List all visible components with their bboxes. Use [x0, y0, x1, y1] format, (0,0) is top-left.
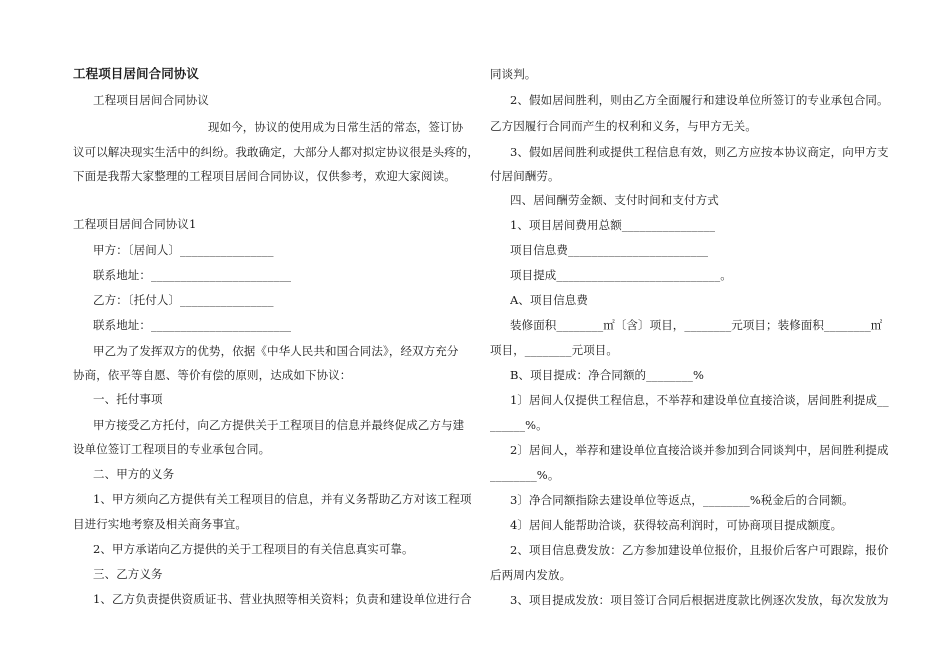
section-heading: 四、居间酬劳金额、支付时间和支付方式: [510, 193, 719, 207]
paragraph-line: 3、项目提成发放：项目签订合同后根据进度款比例逐次发放，每次发放为: [510, 593, 889, 607]
paragraph-line: 同谈判。: [490, 67, 537, 81]
paragraph-line: 付居间酬劳。: [490, 169, 560, 183]
intro-line-2: 议可以解决现实生活中的纠纷。我敢确定，大部分人都对拟定协议很是头疼的，: [73, 145, 479, 159]
paragraph-line: ______%。: [490, 418, 548, 432]
paragraph-line: 1、甲方须向乙方提供有关工程项目的信息，并有义务帮助乙方对该工程项: [93, 492, 472, 506]
paragraph-line: 2、项目信息费发放：乙方参加建设单位报价，且报价后客户可跟踪，报价: [510, 543, 889, 557]
paragraph-line: 2、假如居间胜利，则由乙方全面履行和建设单位所签订的专业承包合同。: [510, 93, 889, 107]
paragraph-line: 协商，依平等自愿、等价有偿的原则，达成如下协议：: [73, 368, 352, 382]
paragraph-line: 2〕居间人，举荐和建设单位直接洽谈并参加到合同谈判中，居间胜利提成: [510, 443, 889, 457]
paragraph-line: ________%。: [490, 468, 560, 482]
section-heading: 一、托付事项: [93, 392, 163, 406]
party-a-address-field: 联系地址：________________________: [93, 268, 292, 282]
intro-line-1: 现如今，协议的使用成为日常生活的常态，签订协: [208, 120, 464, 134]
paragraph-line: 1、乙方负责提供资质证书、营业执照等相关资料；负责和建设单位进行合: [93, 592, 472, 606]
paragraph-line: 3、假如居间胜利或提供工程信息有效，则乙方应按本协议商定，向甲方支: [510, 145, 889, 159]
section-heading: 二、甲方的义务: [93, 467, 175, 481]
subsection-heading: A、项目信息费: [510, 293, 589, 307]
paragraph-line: 3〕净合同额指除去建设单位等返点，________%税金后的合同额。: [510, 493, 854, 507]
paragraph-line: 4〕居间人能帮助洽谈，获得较高利润时，可协商项目提成额度。: [510, 518, 843, 532]
document-title: 工程项目居间合同协议: [73, 67, 200, 81]
paragraph-line: 1〕居间人仅提供工程信息，不举荐和建设单位直接洽谈，居间胜利提成__: [510, 393, 889, 407]
party-b-field: 乙方：〔托付人〕________________: [93, 293, 274, 307]
paragraph-line: 乙方因履行合同而产生的权利和义务，与甲方无关。: [490, 119, 757, 133]
fee-total-field: 1、项目居间费用总额________________: [510, 218, 716, 232]
party-a-field: 甲方：〔居间人〕________________: [93, 243, 274, 257]
paragraph-line: 设单位签订工程项目的专业承包合同。: [73, 442, 271, 456]
paragraph-line: 装修面积________㎡〔含〕项目，________元项目；装修面积________㎡: [510, 318, 883, 332]
paragraph-line: 甲方接受乙方托付，向乙方提供关于工程项目的信息并最终促成乙方与建: [93, 418, 465, 432]
info-fee-field: 项目信息费________________________: [510, 243, 709, 257]
paragraph-line: 2、甲方承诺向乙方提供的关于工程项目的有关信息真实可靠。: [93, 542, 414, 556]
paragraph-line: 项目，________元项目。: [490, 343, 618, 357]
document-subtitle: 工程项目居间合同协议: [93, 93, 209, 107]
intro-line-3: 下面是我帮大家整理的工程项目居间合同协议，仅供参考，欢迎大家阅读。: [73, 169, 456, 183]
paragraph-line: 目进行实地考察及相关商务事宜。: [73, 517, 247, 531]
subsection-heading: B、项目提成：净合同额的________%: [510, 368, 704, 382]
section-heading: 三、乙方义务: [93, 567, 163, 581]
agreement-heading: 工程项目居间合同协议1: [73, 217, 197, 231]
party-b-address-field: 联系地址：________________________: [93, 318, 292, 332]
commission-field: 项目提成____________________________。: [510, 268, 732, 282]
paragraph-line: 甲乙为了发挥双方的优势，依据《中华人民共和国合同法》，经双方充分: [93, 344, 459, 358]
paragraph-line: 后两周内发放。: [490, 568, 572, 582]
